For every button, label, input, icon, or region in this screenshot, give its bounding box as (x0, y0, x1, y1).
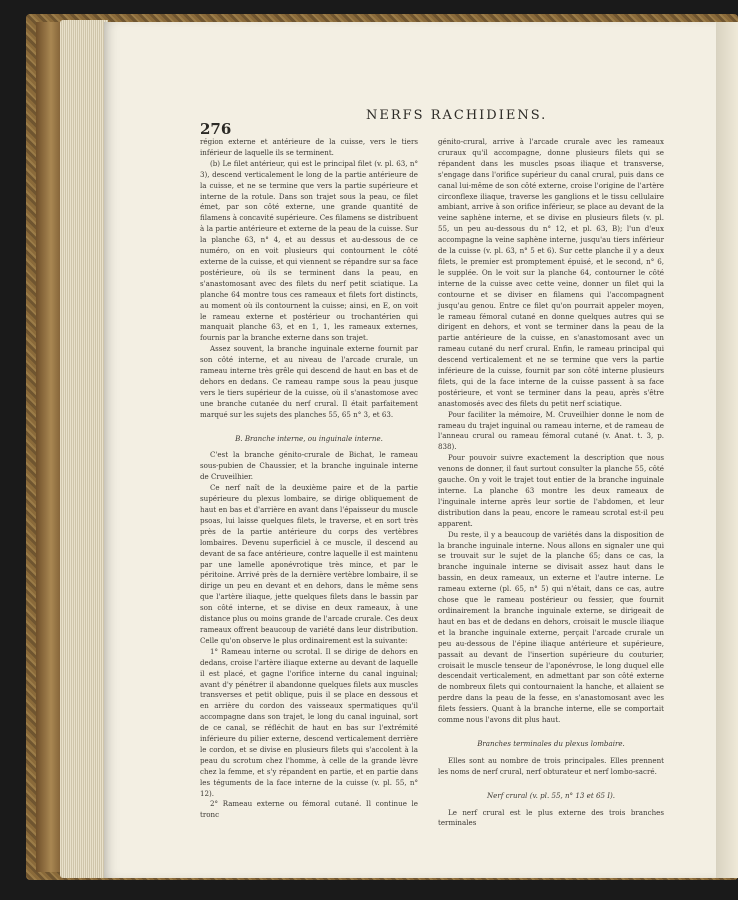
paragraph: Elles sont au nombre de trois principales. Elles prennent les noms de nerf crural, nerf obturateur et nerf lombo-sacré. (438, 755, 664, 776)
page-number: 276 (200, 120, 232, 138)
paragraph: génito-crural, arrive à l'arcade crurale avec les rameaux cruraux qu'il accompagne, donne plusieurs filets qui se répandent dans les muscles psoas iliaque et transverse, s'engage dans l'orifice supérieur du canal crural, puis dans ce canal lui-même de son côté externe, croise l'origine de l'artère circonflexe iliaque, traverse les ganglions et le tissu cellulaire ambiant, arrive à son orifice inférieur, se place au devant de la veine saphène interne, et se divise en plusieurs filets (v. pl. 55, un peu au-dessous du n° 12, et pl. 63, B); l'un d'eux accompagne la veine saphène interne, jusqu'au tiers inférieur de la cuisse (v. pl. 63, n° 5 et 6). Sur cette planche il y a deux filets, le premier est promptement épuisé, et le second, n° 6, le supplée. On le voit sur la planche 64, contourner le côté interne de la cuisse avec cette veine, donner un filet qui la contourne et se diviser en filamens qui l'accompagnent jusqu'au genou. Entre ce filet qu'on pourrait appeler moyen, le rameau fémoral cutané en donne quelques autres qui se dirigent en dehors, et vont se terminer dans la peau de la partie antérieure de la cuisse, en s'anastomosant avec un rameau cutané du nerf crural. Enfin, le rameau principal qui descend verticalement et ne se termine que vers la partie inférieure de la cuisse, fournit par son côté interne plusieurs filets, qui de la face interne de la cuisse passent à sa face postérieure, et vont se terminer dans la peau, après s'être anastomosés avec des filets du petit nerf sciatique. (438, 137, 664, 408)
paragraph: Ce nerf naît de la deuxième paire et de la partie supérieure du plexus lombaire, se dirige obliquement de haut en bas et d'arrière en avant dans l'épaisseur du muscle psoas, lui laisse quelques filets, le traverse, et en sort très près de la partie antérieure du corps des vertèbres lombaires. Devenu superficiel à ce muscle, il descend au devant de sa face antérieure, contre laquelle il est maintenu par une lamelle aponévrotique très mince, et par le péritoine. Arrivé près de la dernière vertèbre lombaire, il se dirige un peu en devant et en dehors, dans le même sens que l'artère iliaque, jette quelques filets dans le bassin par son côté interne, et se divise en deux rameaux, à une distance plus ou moins grande de l'arcade crurale. Ces deux rameaux offrent beaucoup de variété dans leur distribution. Celle qu'on observe le plus ordinairement est la suivante: (200, 483, 418, 645)
paragraph: B. Branche interne, ou inguinale interne. (235, 433, 383, 443)
paragraph: Du reste, il y a beaucoup de variétés dans la disposition de la branche inguinale interne. Nous allons en signaler une qui se trouvait sur le sujet de la planche 65; dans ce cas, la branche inguinale interne se divisait assez haut dans le bassin, en deux rameaux, un externe et l'autre interne. Le rameau externe (pl. 65, n° 5) qui n'était, dans ce cas, autre chose que le rameau postérieur ou fessier, que fournit ordinairement la branche inguinale externe, se dirigeait de haut en bas et de dedans en dehors, croisait le muscle iliaque et la branche inguinale externe, perçait l'arcade crurale un peu au-dessous de l'épine iliaque antérieure et supérieure, passait au devant de l'insertion supérieure du couturier, croisait le muscle tenseur de l'aponévrose, le long duquel elle descendait verticalement, en admettant par son côté externe de nombreux filets qui contournaient la hanche, et allaient se perdre dans la peau de la fesse, en s'anastomosant avec les filets fessiers. Quant à la branche interne, elle se comportait comme nous l'avons dit plus haut. (438, 529, 664, 725)
paragraph: Pour pouvoir suivre exactement la description que nous venons de donner, il faut surtout consulter la planche 55, côté gauche. On y voit le trajet tout entier de la branche inguinale interne. La planche 63 montre les deux rameaux de l'inguinale interne après leur sortie de l'abdomen, et leur distribution dans la peau, encore le rameau scrotal est-il peu apparent. (438, 453, 664, 528)
facing-page-edge (716, 22, 738, 878)
paragraph: Le nerf crural est le plus externe des trois branches terminales (438, 807, 664, 828)
paragraph: Branches terminales du plexus lombaire. (477, 738, 625, 748)
running-title: NERFS RACHIDIENS. (366, 108, 548, 123)
paragraph: C'est la branche génito-crurale de Bichat, le rameau sous-pubien de Chaussier, et la branche inguinale interne de Cruveilhier. (200, 450, 418, 482)
paragraph: Assez souvent, la branche inguinale externe fournit par son côté interne, et au niveau de l'arcade crurale, un rameau interne très grêle qui descend de haut en bas et de dehors en dedans. Ce rameau rampe sous la peau jusque vers le tiers supérieur de la cuisse, où il s'anastomose avec une branche cutanée du nerf crural. Il était parfaitement marqué sur les sujets des planches 55, 65 n° 3, et 63. (200, 344, 418, 419)
paragraph: 2° Rameau externe ou fémoral cutané. Il continue le tronc (200, 799, 418, 820)
paragraph: (b) Le filet antérieur, qui est le principal filet (v. pl. 63, n° 3), descend verticalement le long de la partie antérieure de la cuisse, et ne se termine que vers la partie supérieure et interne de la rotule. Dans son trajet sous la peau, ce filet émet, par son côté externe, une grande quantité de filamens à concavité supérieure. Ces filamens se distribuent à la partie antérieure et externe de la peau de la cuisse. Sur la planche 63, n° 4, et au dessus et au-dessous de ce numéro, on en voit plusieurs qui contournent le côté externe de la cuisse, et qui viennent se répandre sur sa face postérieure, où ils se terminent dans la peau, en s'anastomosant avec des filets du nerf petit sciatique. La planche 64 montre tous ces rameaux et filets fort distincts, au moment où ils contournent la cuisse; ainsi, en E, on voit le rameau externe et postérieur ou trochantérien qui manquait planche 63, et en 1, 1, les rameaux externes, fournis par la branche externe dans son trajet. (200, 158, 418, 343)
left-column (200, 137, 418, 821)
paragraph: 1° Rameau interne ou scrotal. Il se dirige de dehors en dedans, croise l'artère iliaque externe au devant de laquelle il est placé, et gagne l'orifice interne du canal inguinal; avant d'y pénétrer il abandonne quelques filets aux muscles transverses et petit oblique, puis il se place en dessous et en arrière du cordon des vaisseaux spermatiques qu'il accompagne dans son trajet, le long du canal inguinal, sort de ce canal, se réfléchit de haut en bas sur l'extrémité inférieure du pilier externe, descend verticalement derrière le cordon, et se divise en plusieurs filets qui s'accolent à la peau du scrotum chez l'homme, à celle de la grande lèvre chez la femme, et s'y répandent en partie, et en partie dans les téguments de la face interne de la cuisse (v. pl. 55, n° 12). (200, 646, 418, 798)
right-column (438, 137, 664, 829)
page-edges (60, 20, 108, 878)
paragraph: Nerf crural (v. pl. 55, n° 13 et 65 I). (486, 790, 616, 800)
paragraph: Pour faciliter la mémoire, M. Cruveilhier donne le nom de rameau du trajet inguinal ou rameau interne, et de rameau de l'anneau crural ou rameau fémoral cutané (v. Anat. t. 3, p. 838). (438, 409, 664, 452)
paragraph: région externe et antérieure de la cuisse, vers le tiers inférieur de laquelle ils se terminent. (200, 137, 418, 157)
